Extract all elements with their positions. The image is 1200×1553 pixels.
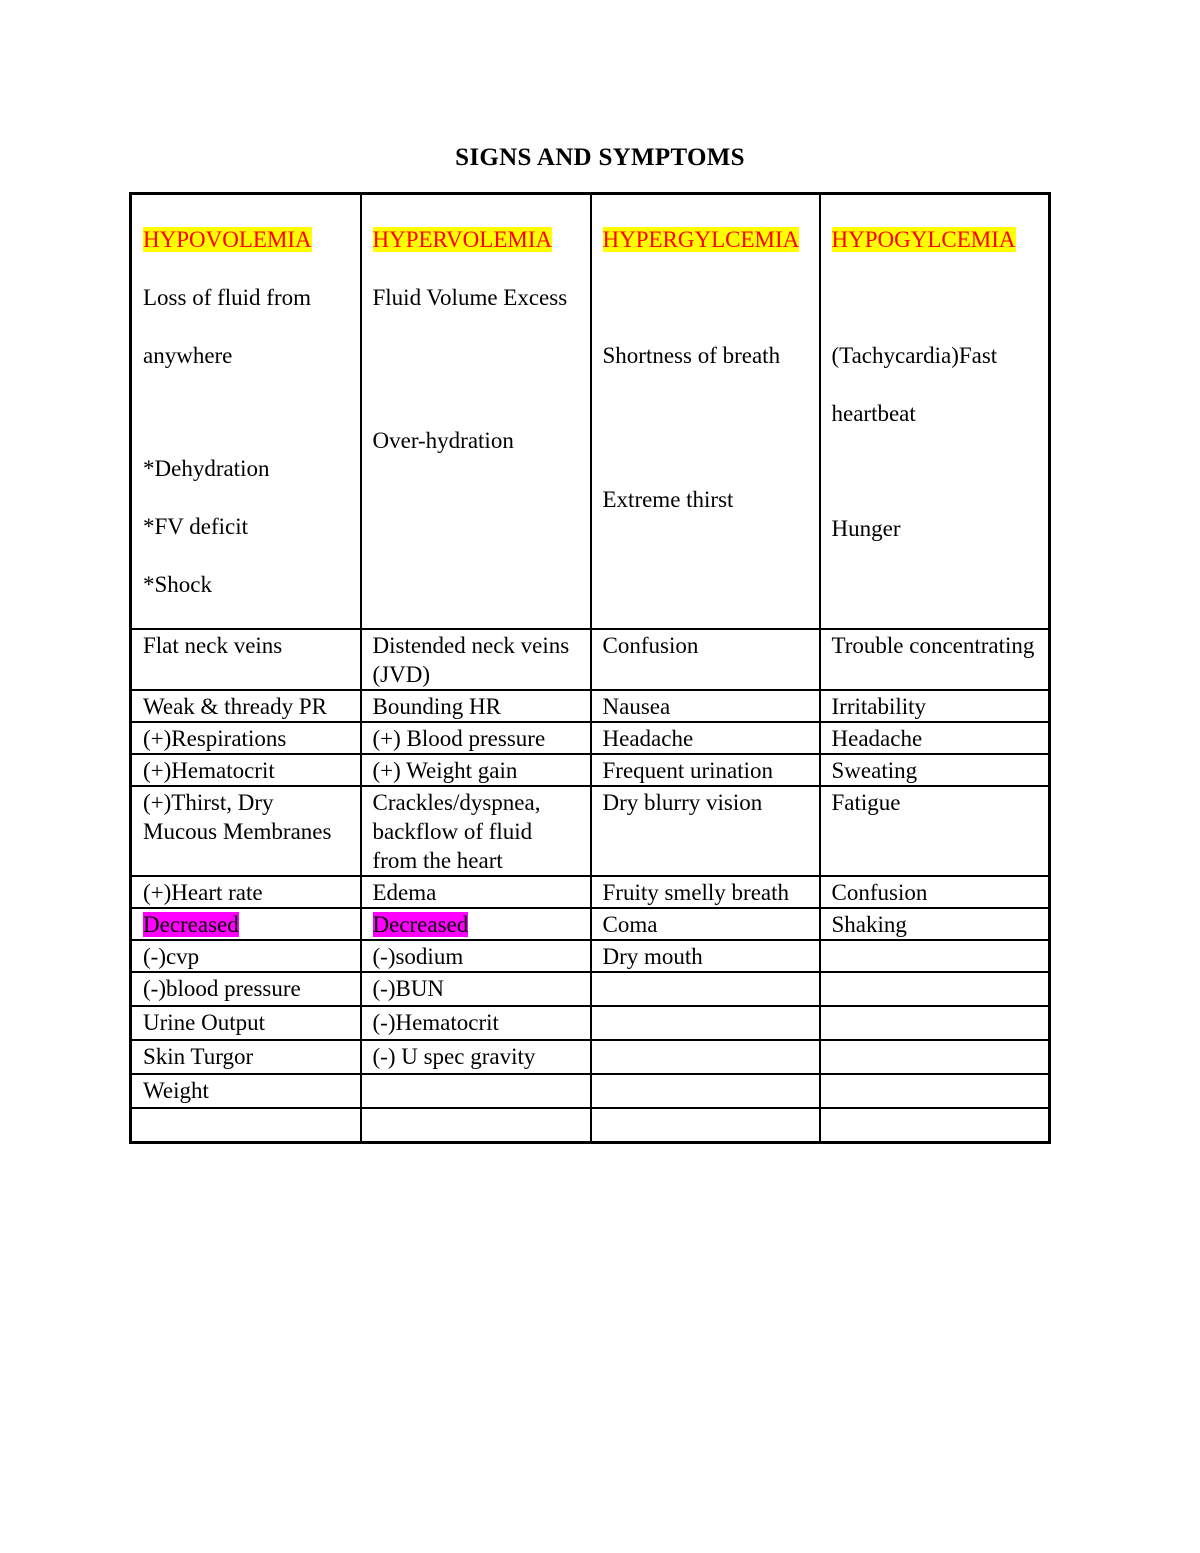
table-cell: Confusion xyxy=(820,876,1050,908)
header-text-line: Hunger xyxy=(831,516,901,541)
table-cell: Irritability xyxy=(820,690,1050,722)
table-cell: Coma xyxy=(591,908,820,940)
header-row xyxy=(131,194,1050,630)
blank-line xyxy=(603,399,808,456)
header-text-line: *Shock xyxy=(143,572,212,597)
table-cell: Shaking xyxy=(820,908,1050,940)
table-row xyxy=(131,722,1050,754)
table-row xyxy=(131,786,1050,876)
table-cell: Confusion xyxy=(591,629,820,690)
page-title: SIGNS AND SYMPTOMS xyxy=(455,144,745,171)
header-cell-hypoglycemia xyxy=(820,194,1050,630)
table-cell: (+)Respirations xyxy=(131,722,361,754)
table-cell: Fatigue xyxy=(820,786,1050,876)
header-cell-hypervolemia xyxy=(361,194,591,630)
table-cell xyxy=(820,972,1050,1006)
table-cell: (-)cvp xyxy=(131,940,361,972)
table-cell: Trouble concentrating xyxy=(820,629,1050,690)
table-cell: Urine Output xyxy=(131,1006,361,1040)
header-cell-hypovolemia xyxy=(131,194,361,630)
table-cell xyxy=(591,1006,820,1040)
table-cell: (-)Hematocrit xyxy=(361,1006,591,1040)
table-cell: (-)BUN xyxy=(361,972,591,1006)
blank-line xyxy=(832,457,1038,485)
header-text-line: *Dehydration xyxy=(143,456,270,481)
table-cell xyxy=(591,972,820,1006)
table-cell: Dry blurry vision xyxy=(591,786,820,876)
signs-symptoms-table xyxy=(129,192,1051,1144)
table-cell: (+) Blood pressure xyxy=(361,722,591,754)
header-label: HYPOVOLEMIA xyxy=(143,227,312,252)
blank-line xyxy=(143,399,349,425)
header-label: HYPERVOLEMIA xyxy=(372,227,553,252)
table-row xyxy=(131,1074,1050,1108)
table-cell: (-)sodium xyxy=(361,940,591,972)
table-cell xyxy=(361,908,591,940)
decreased-label: Decreased xyxy=(143,912,239,937)
header-text-line: heartbeat xyxy=(831,401,916,426)
blank-line xyxy=(832,283,1038,312)
table-row xyxy=(131,876,1050,908)
header-text-line: Shortness of breath xyxy=(602,343,781,368)
table-cell: (+) Weight gain xyxy=(361,754,591,786)
table-row xyxy=(131,1006,1050,1040)
header-label: HYPOGYLCEMIA xyxy=(831,227,1016,252)
table-cell xyxy=(591,1074,820,1108)
decreased-label: Decreased xyxy=(372,912,469,937)
header-text-line: anywhere xyxy=(143,343,233,368)
table-cell: Weight xyxy=(131,1074,361,1108)
table-row xyxy=(131,690,1050,722)
table-cell: Headache xyxy=(591,722,820,754)
table-cell: Skin Turgor xyxy=(131,1040,361,1074)
table-cell xyxy=(361,1074,591,1108)
table-cell: (+)Hematocrit xyxy=(131,754,361,786)
table-cell xyxy=(820,940,1050,972)
table-row xyxy=(131,629,1050,690)
table-cell xyxy=(820,1040,1050,1074)
table-cell xyxy=(820,1006,1050,1040)
table-cell: Dry mouth xyxy=(591,940,820,972)
table-cell: Bounding HR xyxy=(361,690,591,722)
blank-line xyxy=(373,341,579,397)
table-cell xyxy=(820,1074,1050,1108)
table-cell: (-)blood pressure xyxy=(131,972,361,1006)
table-cell: (+)Heart rate xyxy=(131,876,361,908)
table-row xyxy=(131,754,1050,786)
header-text-line: Over-hydration xyxy=(372,428,514,453)
table-cell: (+)Thirst, Dry Mucous Membranes xyxy=(131,786,361,876)
table-cell xyxy=(820,1108,1050,1142)
table-row xyxy=(131,1040,1050,1074)
header-text-line: *FV deficit xyxy=(143,514,248,539)
table-cell: Distended neck veins (JVD) xyxy=(361,629,591,690)
header-text-line: Fluid Volume Excess xyxy=(372,285,568,310)
table-row xyxy=(131,972,1050,1006)
table-cell: Sweating xyxy=(820,754,1050,786)
table-row xyxy=(131,908,1050,940)
header-label: HYPERGYLCEMIA xyxy=(602,227,800,252)
table-cell: Crackles/dyspnea, backflow of fluid from the heart xyxy=(361,786,591,876)
header-text-line: (Tachycardia)Fast xyxy=(831,343,998,368)
blank-line xyxy=(603,283,808,312)
header-cell-hyperglycemia xyxy=(591,194,820,630)
table-row xyxy=(131,1108,1050,1142)
table-cell xyxy=(361,1108,591,1142)
header-text-line: Extreme thirst xyxy=(602,487,734,512)
table-cell: Flat neck veins xyxy=(131,629,361,690)
table-cell: (-) U spec gravity xyxy=(361,1040,591,1074)
table-cell: Edema xyxy=(361,876,591,908)
table-row xyxy=(131,940,1050,972)
header-text-line: Loss of fluid from xyxy=(143,285,312,310)
table-cell: Headache xyxy=(820,722,1050,754)
table-cell xyxy=(131,908,361,940)
table-cell xyxy=(131,1108,361,1142)
table-cell xyxy=(591,1040,820,1074)
table-cell: Weak & thready PR xyxy=(131,690,361,722)
table-cell: Nausea xyxy=(591,690,820,722)
table-cell xyxy=(591,1108,820,1142)
table-cell: Frequent urination xyxy=(591,754,820,786)
table-cell: Fruity smelly breath xyxy=(591,876,820,908)
